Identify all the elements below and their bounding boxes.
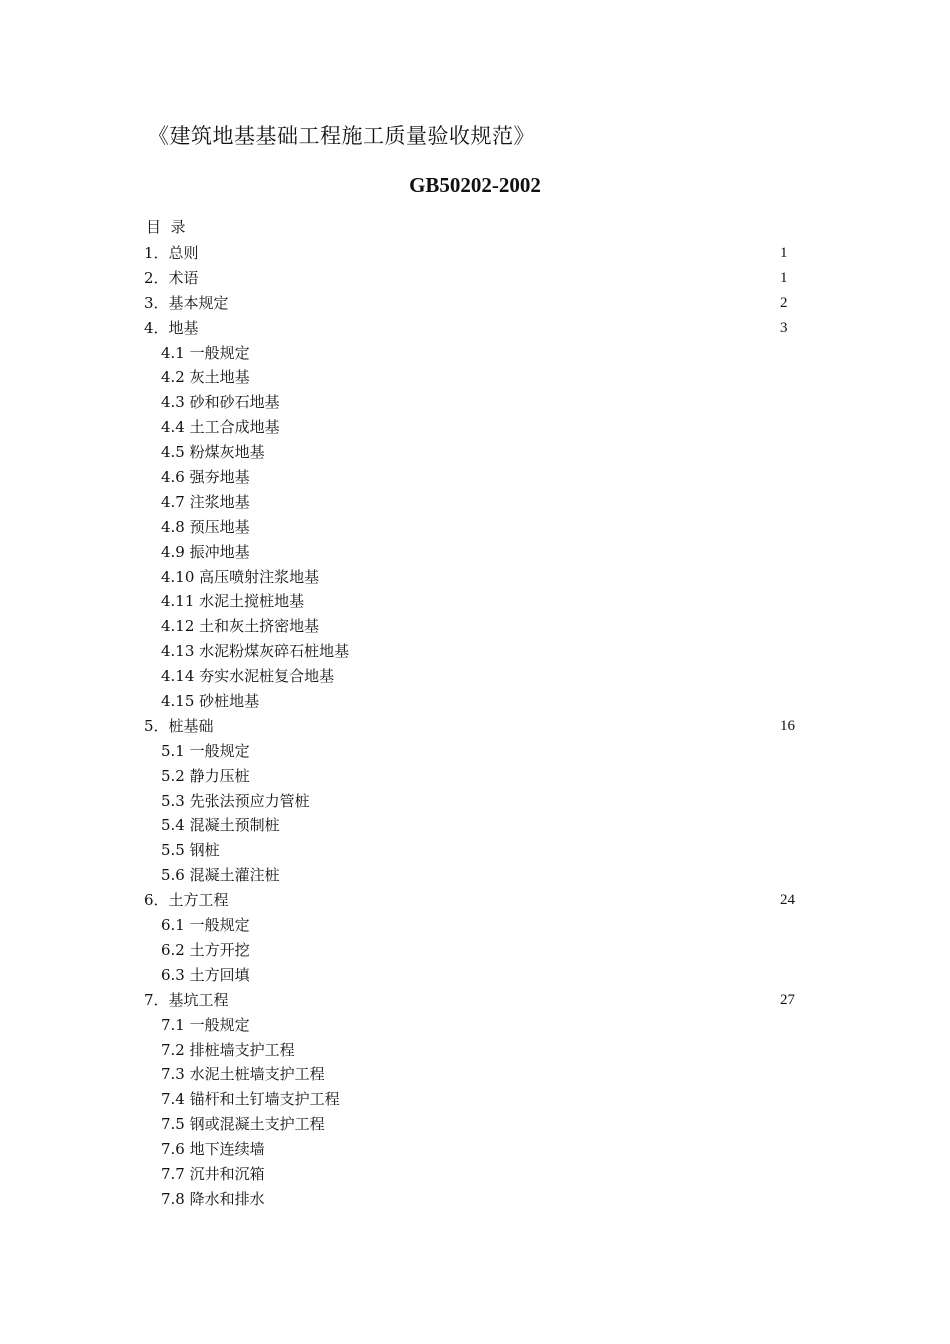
- toc-section-row: [144, 838, 804, 863]
- toc-section-row: [144, 764, 804, 789]
- toc-page-number: 24: [780, 892, 795, 909]
- toc-section-title: 7.6 地下连续墙: [161, 1140, 265, 1159]
- toc-section-row: [144, 515, 804, 540]
- toc-page-number: 3: [780, 319, 788, 336]
- toc-section-row: [144, 938, 804, 963]
- toc-section-title: 4.6 强夯地基: [161, 468, 250, 487]
- toc-section-row: [144, 1087, 804, 1112]
- toc-section-title: 6.3 土方回填: [161, 965, 250, 984]
- toc-section-title: 5.5 钢桩: [161, 841, 220, 860]
- toc-section-row: [144, 1137, 804, 1162]
- toc-section-title: 4.9 振冲地基: [161, 542, 250, 561]
- toc-section-row: [144, 813, 804, 838]
- toc-heading: 目 录: [146, 218, 186, 236]
- toc-section-title: 6.1 一般规定: [161, 916, 250, 935]
- toc-chapter-title: 5．桩基础: [144, 716, 214, 735]
- toc-section-row: [144, 614, 804, 639]
- toc-section-row: [144, 341, 804, 366]
- toc-section-row: [144, 789, 804, 814]
- table-of-contents: [144, 241, 804, 1212]
- toc-chapter-title: 2．术语: [144, 268, 199, 287]
- toc-section-row: [144, 589, 804, 614]
- toc-section-row: [144, 639, 804, 664]
- toc-section-title: 4.8 预压地基: [161, 517, 250, 536]
- toc-section-title: 4.4 土工合成地基: [161, 418, 280, 437]
- toc-section-title: 7.8 降水和排水: [161, 1189, 265, 1208]
- toc-section-title: 4.7 注浆地基: [161, 492, 250, 511]
- toc-section-row: [144, 1062, 804, 1087]
- toc-section-title: 6.2 土方开挖: [161, 940, 250, 959]
- toc-page-number: 27: [780, 991, 795, 1008]
- toc-section-row: [144, 664, 804, 689]
- toc-section-title: 7.5 钢或混凝土支护工程: [161, 1115, 325, 1134]
- toc-section-row: [144, 565, 804, 590]
- toc-section-title: 7.7 沉井和沉箱: [161, 1164, 265, 1183]
- toc-chapter-row: [144, 988, 804, 1013]
- toc-section-title: 5.2 静力压桩: [161, 766, 250, 785]
- toc-chapter-row: [144, 266, 804, 291]
- toc-section-row: [144, 1187, 804, 1212]
- toc-section-title: 7.3 水泥土桩墙支护工程: [161, 1065, 325, 1084]
- toc-section-row: [144, 465, 804, 490]
- toc-page-number: 2: [780, 294, 788, 311]
- toc-section-title: 5.6 混凝土灌注桩: [161, 866, 280, 885]
- toc-section-title: 4.10 高压喷射注浆地基: [161, 567, 320, 586]
- toc-section-title: 4.13 水泥粉煤灰碎石桩地基: [161, 642, 350, 661]
- toc-chapter-title: 3．基本规定: [144, 293, 229, 312]
- document-title: 《建筑地基基础工程施工质量验收规范》: [148, 124, 535, 148]
- toc-chapter-row: [144, 888, 804, 913]
- toc-chapter-row: [144, 714, 804, 739]
- toc-page-number: 1: [780, 245, 788, 261]
- toc-section-row: [144, 1112, 804, 1137]
- toc-section-title: 5.4 混凝土预制桩: [161, 816, 280, 835]
- toc-chapter-title: 7．基坑工程: [144, 990, 229, 1009]
- toc-section-row: [144, 739, 804, 764]
- toc-page-number: 1: [780, 269, 788, 286]
- toc-chapter-title: 4．地基: [144, 318, 199, 337]
- toc-section-title: 4.11 水泥土搅桩地基: [161, 592, 305, 611]
- toc-section-title: 7.1 一般规定: [161, 1015, 250, 1034]
- toc-section-title: 4.2 灰土地基: [161, 368, 250, 387]
- toc-section-row: [144, 1013, 804, 1038]
- toc-chapter-row: [144, 316, 804, 341]
- toc-section-row: [144, 540, 804, 565]
- toc-page-number: 16: [780, 717, 795, 734]
- toc-section-title: 5.3 先张法预应力管桩: [161, 791, 310, 810]
- toc-section-title: 4.15 砂桩地基: [161, 692, 260, 711]
- toc-chapter-title: 6．土方工程: [144, 891, 229, 910]
- toc-section-row: [144, 440, 804, 465]
- toc-section-row: [144, 490, 804, 515]
- standard-code: GB50202-2002: [409, 173, 541, 197]
- toc-chapter-row: [144, 291, 804, 316]
- toc-section-row: [144, 1162, 804, 1187]
- toc-section-title: 7.4 锚杆和土钉墙支护工程: [161, 1090, 340, 1109]
- toc-section-title: 7.2 排桩墙支护工程: [161, 1040, 295, 1059]
- toc-section-title: 5.1 一般规定: [161, 741, 250, 760]
- toc-section-title: 4.5 粉煤灰地基: [161, 443, 265, 462]
- toc-section-row: [144, 1038, 804, 1063]
- toc-section-row: [144, 689, 804, 714]
- toc-section-row: [144, 963, 804, 988]
- toc-section-title: 4.14 夯实水泥桩复合地基: [161, 667, 335, 686]
- toc-section-row: [144, 913, 804, 938]
- toc-section-title: 4.12 土和灰土挤密地基: [161, 617, 320, 636]
- toc-section-row: [144, 390, 804, 415]
- toc-section-row: [144, 365, 804, 390]
- toc-section-title: 4.1 一般规定: [161, 343, 250, 362]
- toc-chapter-title: 1．总则: [144, 244, 199, 262]
- toc-section-row: [144, 415, 804, 440]
- toc-section-row: [144, 863, 804, 888]
- toc-section-title: 4.3 砂和砂石地基: [161, 393, 280, 412]
- toc-chapter-row: [144, 241, 804, 266]
